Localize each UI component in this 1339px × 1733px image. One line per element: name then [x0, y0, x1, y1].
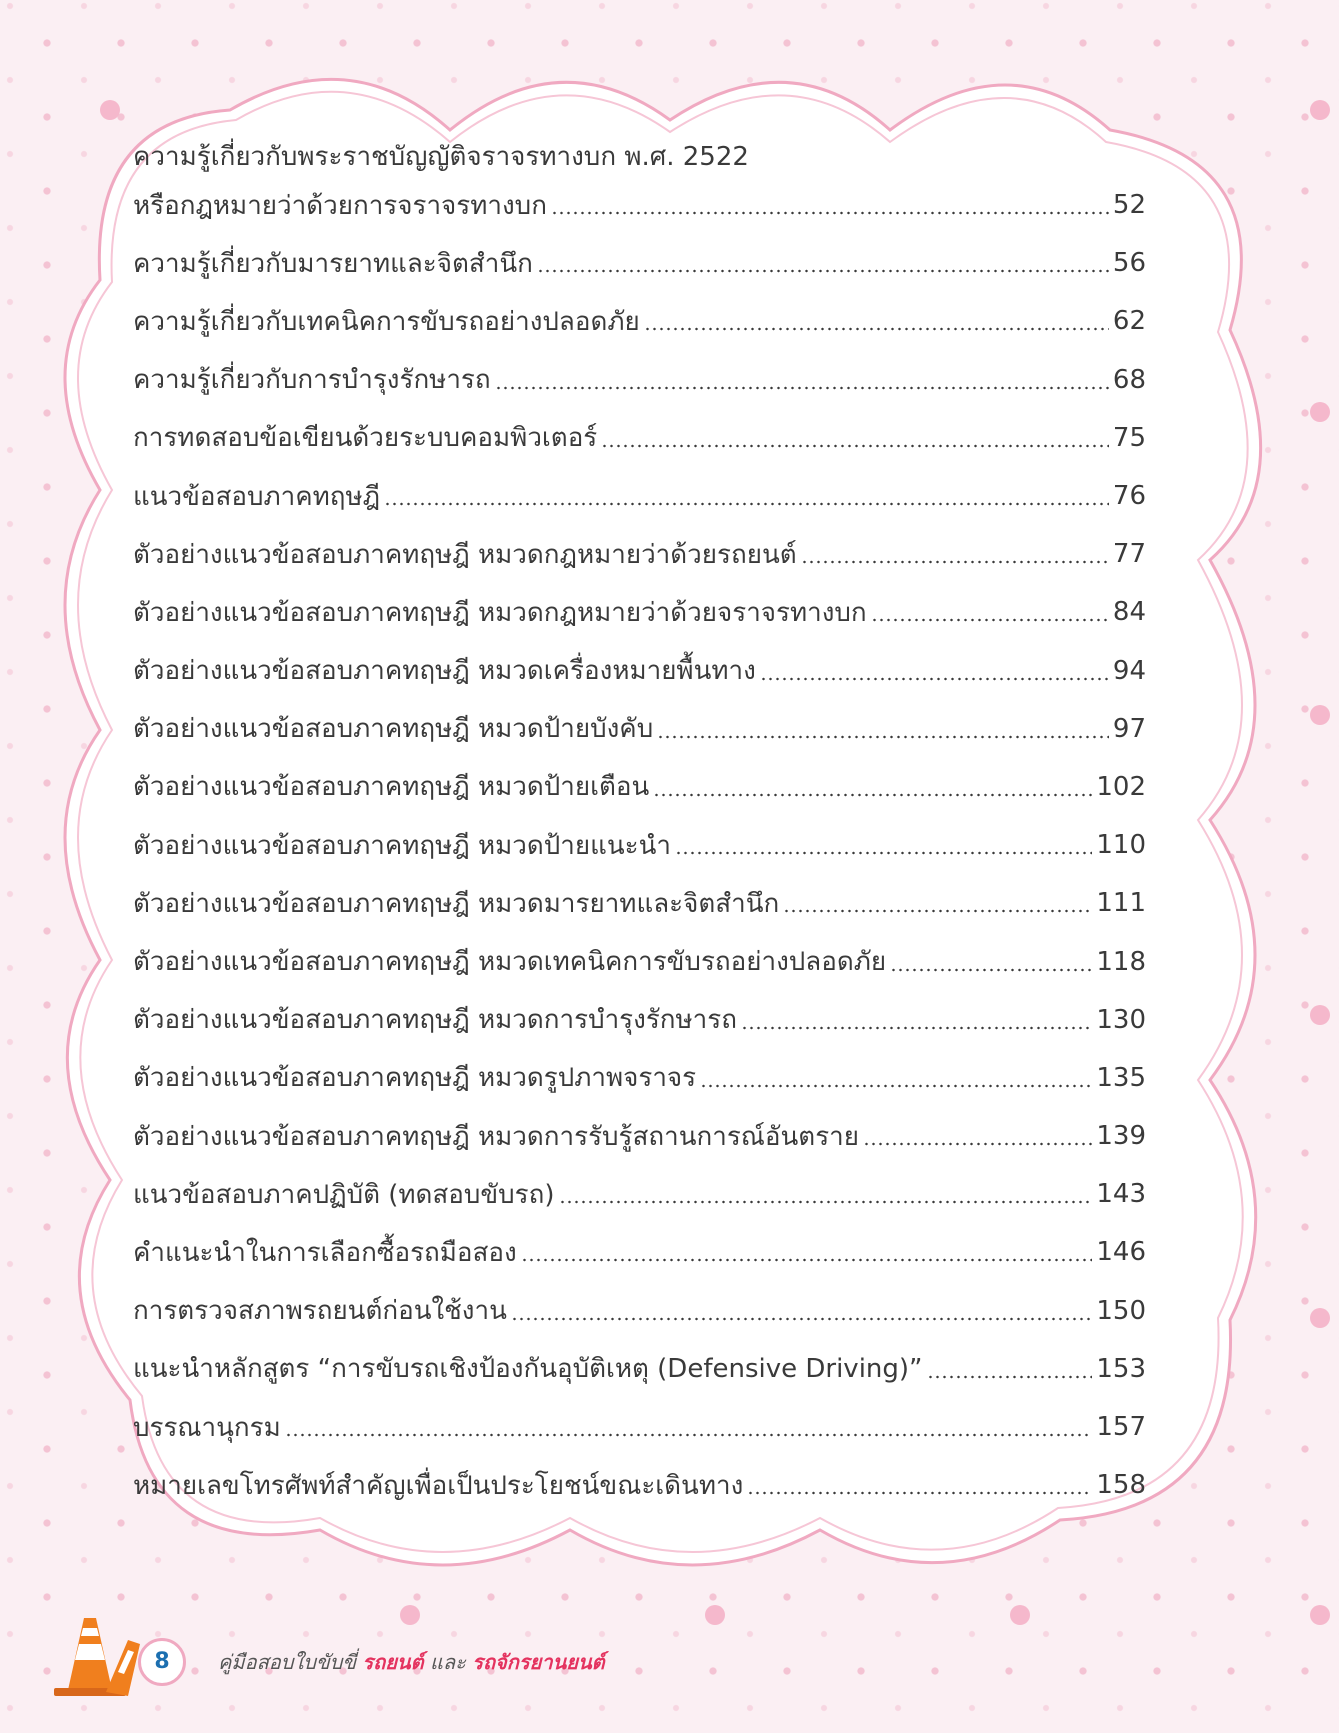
toc-entry[interactable]: [133, 583, 1146, 641]
toc-entry[interactable]: [133, 1049, 1146, 1107]
toc-leader-dots: [601, 444, 1109, 448]
toc-entry[interactable]: [133, 351, 1146, 409]
toc-entry[interactable]: [133, 1223, 1146, 1281]
toc-entry-label: หมายเลขโทรศัพท์สำคัญเพื่อเป็นประโยชน์ขณะเดินทาง: [133, 1470, 744, 1501]
table-of-contents: [133, 136, 1146, 1514]
toc-entry-page: 135: [1096, 1062, 1146, 1093]
toc-entry-label: ตัวอย่างแนวข้อสอบภาคทฤษฎี หมวดการรับรู้สถานการณ์อันตราย: [133, 1121, 859, 1152]
toc-leader-dots: [657, 735, 1109, 739]
toc-leader-dots: [644, 327, 1109, 331]
toc-entry[interactable]: [133, 1398, 1146, 1456]
toc-entry[interactable]: [133, 409, 1146, 467]
toc-entry[interactable]: [133, 176, 1146, 234]
toc-entry-page: 97: [1112, 713, 1146, 744]
page-number: 8: [138, 1638, 186, 1686]
toc-entry-page: 110: [1096, 830, 1146, 861]
toc-entry-page: 139: [1096, 1121, 1146, 1152]
toc-entry-page: 84: [1112, 597, 1146, 628]
toc-leader-dots: [384, 502, 1109, 506]
traffic-cone-icon: [48, 1610, 148, 1700]
toc-entry-page: 75: [1112, 422, 1146, 453]
toc-entry-page: 118: [1096, 946, 1146, 977]
toc-entry[interactable]: [133, 816, 1146, 874]
toc-entry-page: 111: [1096, 888, 1146, 919]
toc-entry-page: 143: [1096, 1179, 1146, 1210]
toc-leader-dots: [559, 1200, 1093, 1204]
toc-entry[interactable]: [133, 1456, 1146, 1514]
footer-title-prefix: คู่มือสอบใบขับขี่: [218, 1650, 356, 1674]
toc-leader-dots: [760, 677, 1109, 681]
toc-entry-label: คำแนะนำในการเลือกซื้อรถมือสอง: [133, 1237, 517, 1268]
toc-entry-page: 52: [1112, 190, 1146, 221]
toc-entry-label: บรรณานุกรม: [133, 1412, 281, 1443]
toc-entry[interactable]: [133, 758, 1146, 816]
footer-title-and: และ: [429, 1650, 466, 1674]
toc-leader-dots: [890, 968, 1092, 972]
toc-entry-label: ตัวอย่างแนวข้อสอบภาคทฤษฎี หมวดป้ายแนะนำ: [133, 830, 671, 861]
toc-entry-page: 153: [1096, 1353, 1146, 1384]
toc-entry-label: แนวข้อสอบภาคปฏิบัติ (ทดสอบขับรถ): [133, 1179, 555, 1210]
toc-entry-label: ตัวอย่างแนวข้อสอบภาคทฤษฎี หมวดมารยาทและจิตสำนึก: [133, 888, 780, 919]
toc-leader-dots: [783, 909, 1092, 913]
toc-entry-page: 68: [1112, 364, 1146, 395]
toc-entry[interactable]: [133, 467, 1146, 525]
toc-entry-label: ตัวอย่างแนวข้อสอบภาคทฤษฎี หมวดกฎหมายว่าด้วยรถยนต์: [133, 539, 797, 570]
toc-entry[interactable]: [133, 700, 1146, 758]
toc-entry-label: แนะนำหลักสูตร “การขับรถเชิงป้องกันอุบัติเหตุ (Defensive Driving)”: [133, 1354, 923, 1385]
toc-heading: [133, 136, 1146, 176]
toc-entry-page: 56: [1112, 248, 1146, 279]
toc-entry[interactable]: [133, 1282, 1146, 1340]
footer-title: [218, 1646, 605, 1678]
page-footer: [48, 1610, 748, 1710]
toc-leader-dots: [521, 1258, 1093, 1262]
toc-entry-page: 157: [1096, 1412, 1146, 1443]
toc-entry-label: การทดสอบข้อเขียนด้วยระบบคอมพิวเตอร์: [133, 423, 598, 454]
toc-leader-dots: [700, 1084, 1092, 1088]
toc-entry[interactable]: [133, 932, 1146, 990]
footer-title-highlight-1: รถยนต์: [362, 1650, 424, 1674]
toc-leader-dots: [863, 1142, 1092, 1146]
toc-entry-label: ตัวอย่างแนวข้อสอบภาคทฤษฎี หมวดเครื่องหมายพื้นทาง: [133, 656, 756, 687]
toc-entry-label: ตัวอย่างแนวข้อสอบภาคทฤษฎี หมวดป้ายบังคับ: [133, 714, 654, 745]
toc-leader-dots: [801, 560, 1109, 564]
toc-entry[interactable]: [133, 1165, 1146, 1223]
toc-entry-label: การตรวจสภาพรถยนต์ก่อนใช้งาน: [133, 1296, 507, 1327]
toc-leader-dots: [511, 1317, 1092, 1321]
toc-entry[interactable]: [133, 991, 1146, 1049]
toc-entry[interactable]: [133, 525, 1146, 583]
toc-leader-dots: [927, 1375, 1093, 1379]
toc-entry[interactable]: [133, 642, 1146, 700]
toc-leader-dots: [285, 1433, 1093, 1437]
toc-entry-label: ตัวอย่างแนวข้อสอบภาคทฤษฎี หมวดกฎหมายว่าด้วยจราจรทางบก: [133, 597, 867, 628]
toc-leader-dots: [747, 1491, 1092, 1495]
footer-title-highlight-2: รถจักรยานยนต์: [472, 1650, 605, 1674]
toc-entry-label: หรือกฎหมายว่าด้วยการจราจรทางบก: [133, 190, 547, 221]
toc-entry-label: ตัวอย่างแนวข้อสอบภาคทฤษฎี หมวดรูปภาพจราจร: [133, 1063, 697, 1094]
toc-entry-page: 150: [1096, 1295, 1146, 1326]
toc-entry-page: 102: [1096, 771, 1146, 802]
toc-entry-label: ตัวอย่างแนวข้อสอบภาคทฤษฎี หมวดป้ายเตือน: [133, 772, 650, 803]
toc-entry[interactable]: [133, 874, 1146, 932]
toc-entry-label: ตัวอย่างแนวข้อสอบภาคทฤษฎี หมวดเทคนิคการขับรถอย่างปลอดภัย: [133, 947, 887, 978]
toc-leader-dots: [537, 269, 1109, 273]
toc-entry[interactable]: [133, 292, 1146, 350]
toc-leader-dots: [675, 851, 1092, 855]
toc-entry-page: 130: [1096, 1004, 1146, 1035]
toc-heading-label: ความรู้เกี่ยวกับพระราชบัญญัติจราจรทางบก พ.ศ. 2522: [133, 141, 749, 172]
toc-entry-page: 158: [1096, 1470, 1146, 1501]
toc-entry-label: ความรู้เกี่ยวกับมารยาทและจิตสำนึก: [133, 248, 533, 279]
toc-entry[interactable]: [133, 1107, 1146, 1165]
toc-leader-dots: [653, 793, 1092, 797]
toc-entry-page: 146: [1096, 1237, 1146, 1268]
toc-entry[interactable]: [133, 234, 1146, 292]
toc-entry-label: แนวข้อสอบภาคทฤษฎี: [133, 481, 381, 512]
toc-entry-label: ความรู้เกี่ยวกับเทคนิคการขับรถอย่างปลอดภัย: [133, 306, 640, 337]
toc-entry-page: 62: [1112, 306, 1146, 337]
toc-entry-page: 76: [1112, 481, 1146, 512]
toc-leader-dots: [741, 1026, 1092, 1030]
toc-entry[interactable]: [133, 1340, 1146, 1398]
toc-leader-dots: [871, 618, 1109, 622]
toc-leader-dots: [551, 211, 1109, 215]
toc-leader-dots: [495, 386, 1109, 390]
toc-entry-page: 94: [1112, 655, 1146, 686]
toc-entry-page: 77: [1112, 539, 1146, 570]
toc-entry-label: ความรู้เกี่ยวกับการบำรุงรักษารถ: [133, 365, 491, 396]
toc-entry-label: ตัวอย่างแนวข้อสอบภาคทฤษฎี หมวดการบำรุงรักษารถ: [133, 1005, 737, 1036]
